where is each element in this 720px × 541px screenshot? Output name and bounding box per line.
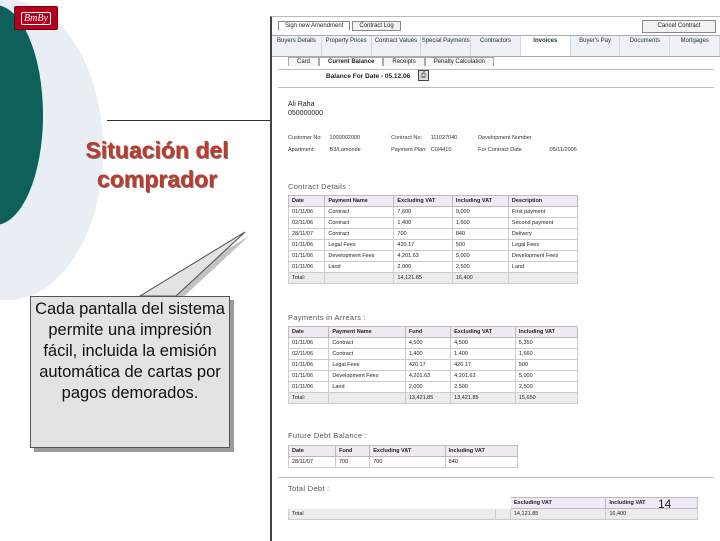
table-header-row [289,327,578,338]
divider [278,87,714,88]
table-row [289,207,578,218]
tab-current-balance[interactable]: Current Balance [319,57,383,66]
info-label: Customer No: [288,135,322,141]
table-row [289,240,578,251]
table-cell: 01/11/06 [289,207,325,218]
table-row [289,338,578,349]
info-value: 05/11/2006 [549,147,577,153]
table-cell: Development Fees [329,371,406,382]
table-cell: 16,400 [452,273,508,284]
table-cell: 700 [335,457,369,468]
table-cell: 840 [452,229,508,240]
table-cell [508,273,577,284]
table-cell: 13,421.85 [405,393,450,404]
table-cell: Land [508,262,577,273]
nav-contract-values[interactable]: Contract Values [372,36,422,56]
table-cell: 5,350 [515,338,577,349]
info-value: 111027040 [430,135,458,141]
column-header: Including VAT [445,446,517,457]
table-cell: 14,121.85 [394,273,452,284]
table-cell [329,393,406,404]
column-header: Fund [335,446,369,457]
table-cell: Development Fees [508,251,577,262]
table-cell [325,273,394,284]
table-cell: First payment [508,207,577,218]
table-row [289,360,578,371]
table-cell: 01/11/06 [289,338,329,349]
table-cell: Legal Fees [508,240,577,251]
table-cell: 1,660 [515,349,577,360]
table-cell: 01/11/06 [289,371,329,382]
table-cell: Delivery [508,229,577,240]
column-header: Excluding VAT [370,446,445,457]
customer-name: Ali Raha [288,101,315,108]
table-row [289,218,578,229]
info-label: Development Number [478,135,532,141]
table-row [289,382,578,393]
info-row [288,135,600,141]
table-cell: 4,500 [451,338,516,349]
tab-sign-amendment[interactable]: Sign new Amendment [278,21,350,31]
table-cell: Land [329,382,406,393]
table-cell: Land [325,262,394,273]
table-cell: 1,400 [451,349,516,360]
customer-id: 050000000 [288,110,324,117]
tab-card[interactable]: Card [288,57,319,66]
slide-title [62,136,252,194]
info-label: For Contract Date [478,147,522,153]
contract-table [288,195,578,284]
table-total-row [289,273,578,284]
table-cell: 700 [394,229,452,240]
arrears-table [288,326,578,404]
table-cell: 9,000 [452,207,508,218]
table-cell: 01/11/06 [289,262,325,273]
title-underline [107,120,270,121]
cancel-contract-button[interactable]: Cancel Contract [642,20,716,33]
table-total-row [289,393,578,404]
table-cell: Contract [325,207,394,218]
table-cell: 4,201.63 [451,371,516,382]
table-cell: 4,201.63 [405,371,450,382]
table-header-row [289,446,518,457]
table-cell: Legal Fees [329,360,406,371]
table-cell: 14,121.85 [510,509,606,520]
section-title-contract: Contract Details : [288,182,351,191]
table-row [289,457,518,468]
tab-receipts[interactable]: Receipts [383,57,424,66]
column-header: Date [289,446,336,457]
table-row [289,229,578,240]
nav-contractors[interactable]: Contractors [471,36,521,56]
table-cell: 420.17 [405,360,450,371]
table-cell: 500 [515,360,577,371]
table-row [289,371,578,382]
table-cell: 500 [452,240,508,251]
table-row [289,509,698,520]
nav-property-prices[interactable]: Property Prices [322,36,372,56]
table-cell: 420.17 [451,360,516,371]
info-label: Apartment: [288,147,315,153]
table-cell: 2,000 [405,382,450,393]
table-cell: 28/11/07 [289,229,325,240]
column-header: Description [508,196,577,207]
info-row [288,147,600,153]
table-cell: Total [289,509,496,520]
table-cell: 01/11/06 [289,251,325,262]
company-logo [14,6,58,30]
table-cell: 2,500 [452,262,508,273]
table-cell: 16,400 [606,509,698,520]
column-header: Fund [405,327,450,338]
table-row [289,262,578,273]
table-cell: 28/11/07 [289,457,336,468]
nav-invoices[interactable]: Invoices [521,36,571,56]
table-row [289,251,578,262]
column-header: Excluding VAT [394,196,452,207]
column-header: Date [289,327,329,338]
column-header: Including VAT [515,327,577,338]
table-cell: 1,600 [452,218,508,229]
table-cell: 02/11/06 [289,218,325,229]
callout-text: Cada pantalla del sistema permite una impresión fácil, incluida la emisión automática de cartas por pagos demorados. [35,300,225,402]
column-header [496,498,511,509]
info-value: 1000002000 [329,135,361,141]
column-header: Date [289,196,325,207]
table-cell: 1,400 [405,349,450,360]
section-title-future: Future Debt Balance : [288,431,368,440]
nav-documents[interactable]: Documents [620,36,670,56]
table-cell: Contract [329,338,406,349]
table-cell: Second payment [508,218,577,229]
balance-date: Balance For Date - 05.12.06 [326,73,411,80]
nav-special-payments[interactable]: Special Payments [421,36,471,56]
tab-contract-log[interactable]: Contract Log [352,21,400,31]
table-cell: 2,000 [394,262,452,273]
nav-buyers-details[interactable]: Buyers Details [272,36,322,56]
top-tabs [278,21,401,31]
screenshot-panel [270,16,720,541]
info-label: Contract No: [391,135,422,141]
info-label: Payment Plan: [391,147,427,153]
table-cell: 7,600 [394,207,452,218]
module-nav [272,35,720,57]
column-header: Payment Name [325,196,394,207]
table-header-row [289,498,698,509]
nav-mortgages[interactable]: Mortgages [670,36,720,56]
table-cell: Legal Fees [325,240,394,251]
info-value: C0/4410 [430,147,452,153]
page-number: 14 [658,497,672,511]
table-cell: 5,000 [515,371,577,382]
table-row [289,349,578,360]
table-cell: 840 [445,457,517,468]
table-cell: 420.17 [394,240,452,251]
table-header-row [289,196,578,207]
table-cell [496,509,511,520]
table-cell: 4,201.63 [394,251,452,262]
table-cell: 5,000 [452,251,508,262]
title-line-1: Situación del [85,137,229,163]
table-cell: 01/11/06 [289,382,329,393]
table-cell: 15,650 [515,393,577,404]
divider [278,69,714,70]
nav-buyers-pay[interactable]: Buyer's Pay [571,36,621,56]
column-header: Excluding VAT [510,498,606,509]
table-cell: Development Fees [325,251,394,262]
table-cell: Total: [289,393,329,404]
tab-penalty-calculation[interactable]: Penalty Calculation [425,57,494,66]
table-cell: 02/11/06 [289,349,329,360]
table-cell: 4,500 [405,338,450,349]
column-header: Including VAT [606,498,698,509]
future-table [288,445,518,468]
printer-icon[interactable]: ⎙ [418,70,429,81]
info-value: B3/Lamonde [329,147,361,153]
section-title-arrears: Payments in Arrears : [288,313,366,322]
logo-text: BmBy [21,12,51,25]
table-cell: Contract [325,229,394,240]
table-cell: Total: [289,273,325,284]
table-cell: Contract [329,349,406,360]
table-cell: 2,500 [451,382,516,393]
table-cell: Contract [325,218,394,229]
divider [278,477,714,478]
sub-tabs [288,57,494,66]
title-line-2: comprador [96,166,218,192]
table-cell: 13,421.85 [451,393,516,404]
column-header: Excluding VAT [451,327,516,338]
section-title-total: Total Debt : [288,484,330,493]
table-cell: 01/11/06 [289,360,329,371]
column-header [289,498,496,509]
table-cell: 1,400 [394,218,452,229]
table-cell: 700 [370,457,445,468]
table-cell: 2,500 [515,382,577,393]
column-header: Including VAT [452,196,508,207]
callout-box [30,296,230,448]
table-cell: 01/11/06 [289,240,325,251]
column-header: Payment Name [329,327,406,338]
total-table [288,497,698,520]
